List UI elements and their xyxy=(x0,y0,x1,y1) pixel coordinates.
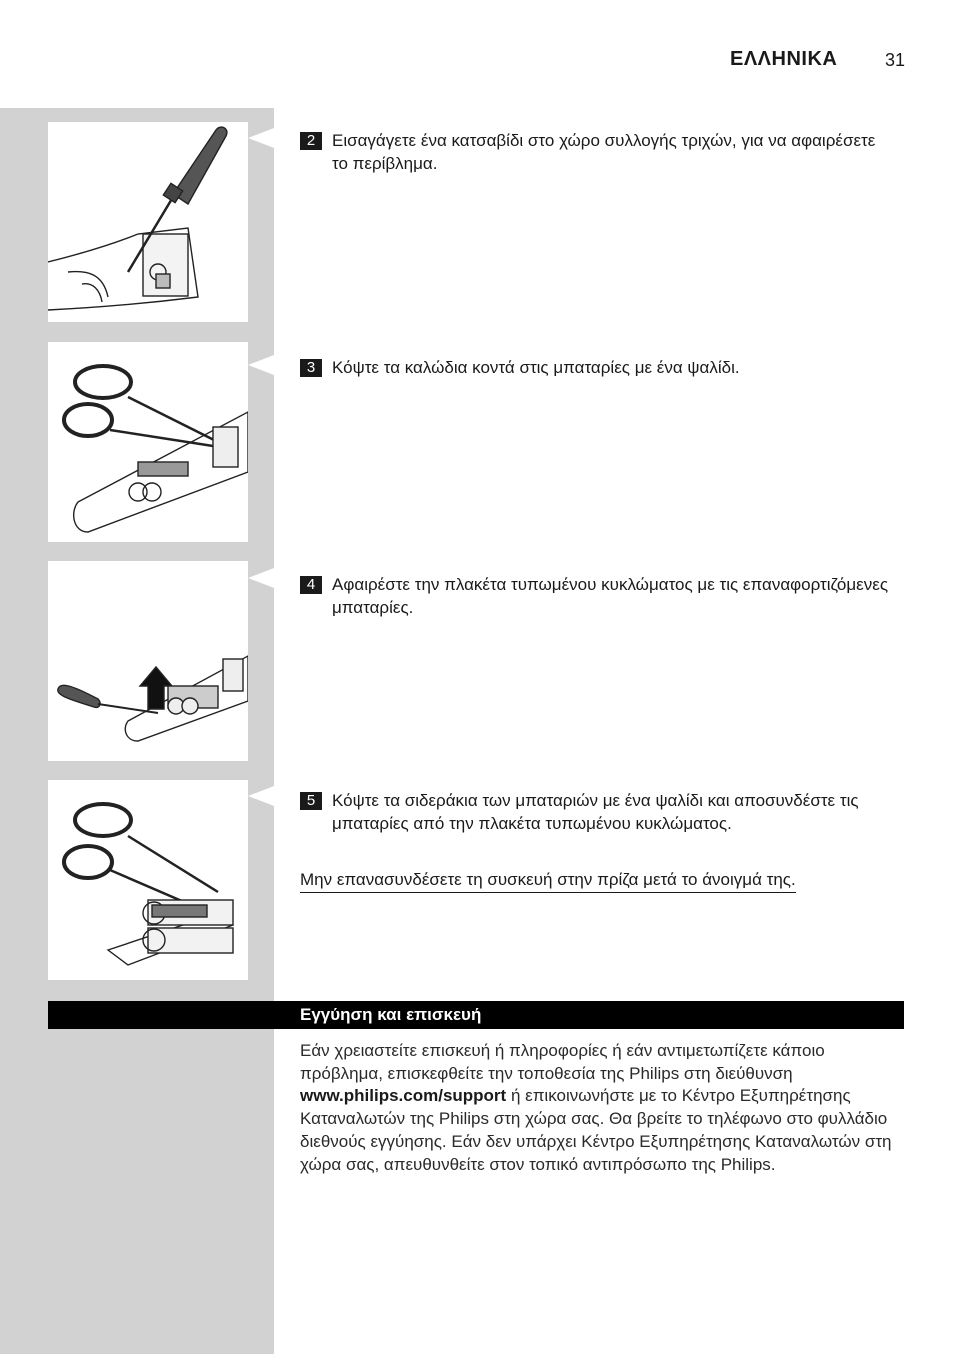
step-3 xyxy=(300,357,890,380)
support-url: www.philips.com/support xyxy=(300,1086,507,1106)
step-text: Αφαιρέστε την πλακέτα τυπωμένου κυκλώματος με τις επαναφορτιζόμενες μπαταρίες. xyxy=(332,575,889,617)
step-number-badge: 4 xyxy=(300,576,322,594)
section-title: Εγγύηση και επισκευή xyxy=(300,1005,482,1024)
scissors-cut-battery-strips-illustration xyxy=(48,780,248,980)
page-number: 31 xyxy=(885,50,906,70)
warranty-paragraph xyxy=(300,1040,906,1176)
screwdriver-illustration xyxy=(48,122,248,322)
step-number-badge: 2 xyxy=(300,132,322,150)
section-header-bar xyxy=(48,1001,904,1029)
step-5 xyxy=(300,790,890,835)
language-heading: ΕΛΛΗΝΙΚΑ xyxy=(730,48,838,70)
paragraph-text: ή επικοινωνήστε με το Κέντρο Εξυπηρέτησης Καταναλωτών της Philips στη χώρα σας. Θα βρείτε το τηλέφωνο στο φυλλάδιο διεθνούς εγγύησης. Εάν δεν υπάρχει Κέντρο Εξυπηρέτησης Καταναλωτών στη χώρα σας, απευθυνθείτε στον τοπικό αντιπρόσωπο της Philips. xyxy=(300,1086,892,1174)
remove-pcb-illustration xyxy=(48,561,248,761)
step-4 xyxy=(300,574,890,619)
figure-pointer xyxy=(248,128,274,148)
step-text: Κόψτε τα καλώδια κοντά στις μπαταρίες με ένα ψαλίδι. xyxy=(332,358,740,377)
figure-pointer xyxy=(248,568,274,588)
scissors-cut-wires-illustration xyxy=(48,342,248,542)
step-text: Κόψτε τα σιδεράκια των μπαταριών με ένα ψαλίδι και αποσυνδέστε τις μπαταρίες από την πλακέτα τυπωμένου κυκλώματος. xyxy=(332,791,859,833)
step-number-badge: 3 xyxy=(300,359,322,377)
figure-pointer xyxy=(248,786,274,806)
step-text: Εισαγάγετε ένα κατσαβίδι στο χώρο συλλογής τριχών, για να αφαιρέσετε το περίβλημα. xyxy=(332,131,876,173)
paragraph-text: Εάν χρειαστείτε επισκευή ή πληροφορίες ή εάν αντιμετωπίζετε κάποιο πρόβλημα, επισκεφθείτε την τοποθεσία της Philips στη διεύθυνση xyxy=(300,1041,825,1083)
step-2 xyxy=(300,130,890,175)
warning-note: Μην επανασυνδέσετε τη συσκευή στην πρίζα μετά το άνοιγμά της. xyxy=(300,869,796,893)
step-number-badge: 5 xyxy=(300,792,322,810)
figure-pointer xyxy=(248,355,274,375)
